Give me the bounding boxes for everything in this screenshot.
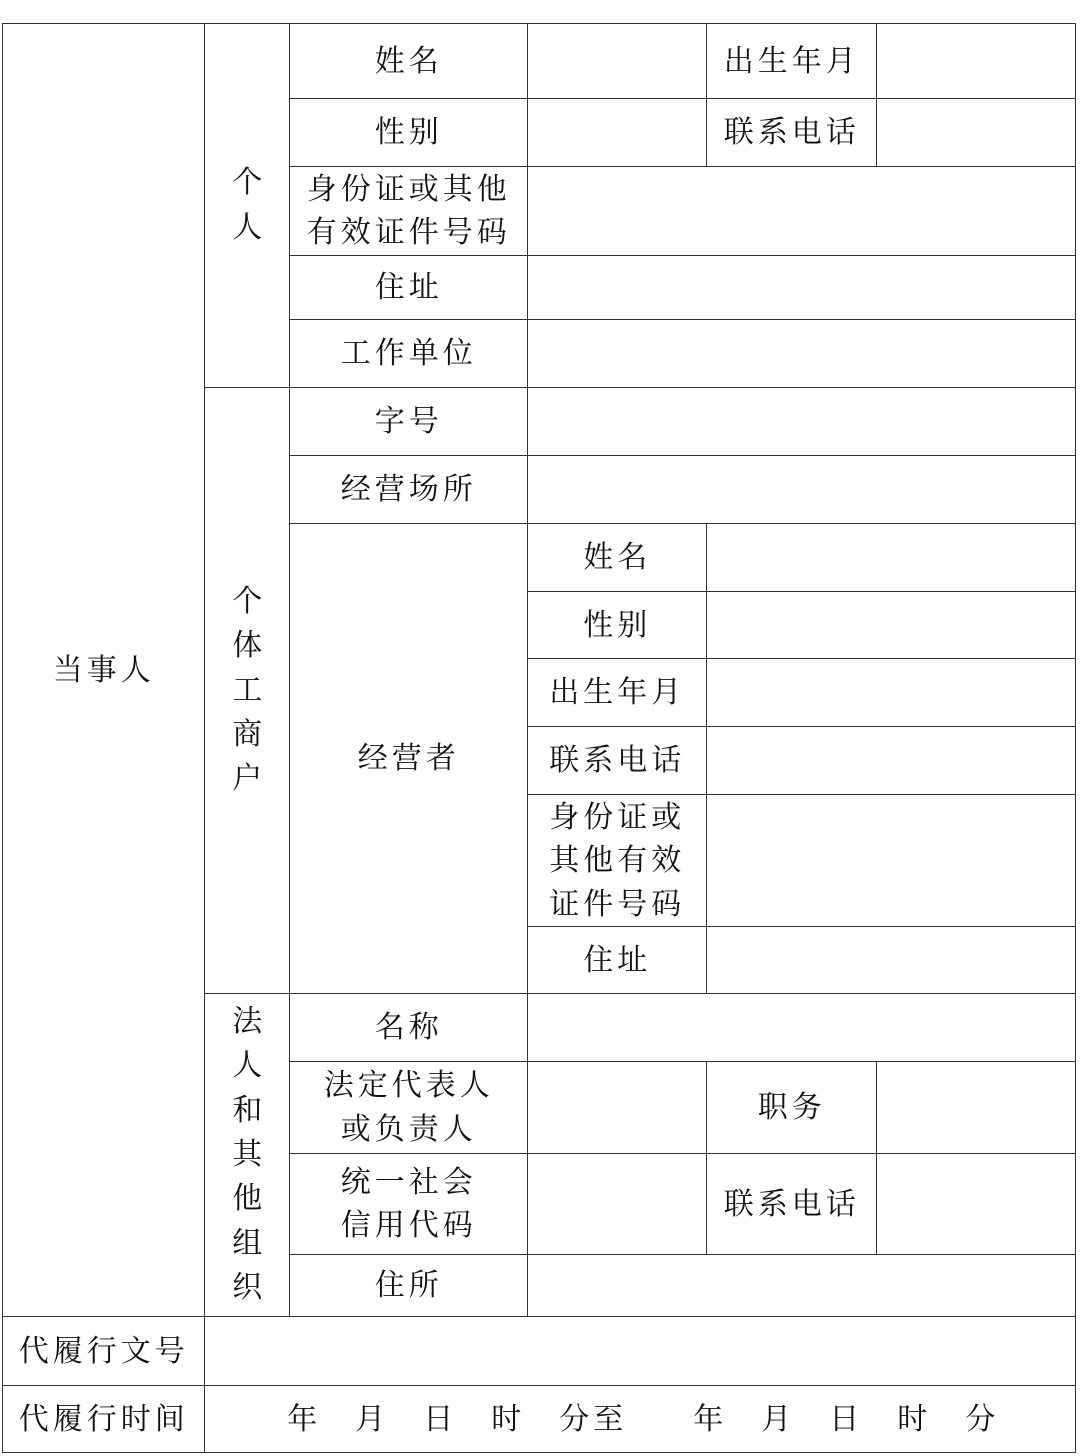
operator-id-value[interactable]	[706, 794, 1076, 927]
time-unit-day-end: 日	[829, 1401, 860, 1437]
time-unit-year-end: 年	[693, 1401, 724, 1437]
individual-name-label: 姓名	[289, 23, 528, 99]
org-position-label: 职务	[706, 1061, 877, 1154]
individual-name-value[interactable]	[527, 23, 707, 99]
org-name-value[interactable]	[527, 993, 1076, 1062]
party-header: 当事人	[2, 23, 205, 1317]
individual-address-value[interactable]	[527, 255, 1076, 320]
individual-gender-value[interactable]	[527, 98, 707, 167]
doc-number-value[interactable]	[204, 1316, 1076, 1386]
operator-address-value[interactable]	[706, 926, 1076, 994]
org-name-label: 名称	[289, 993, 528, 1062]
org-section-header: 法 人 和 其 他 组 织	[204, 993, 290, 1317]
time-unit-hour-end: 时	[897, 1401, 928, 1437]
individual-id-label: 身份证或其他 有效证件号码	[289, 166, 528, 256]
individual-phone-label: 联系电话	[706, 98, 877, 167]
org-phone-label: 联系电话	[706, 1153, 877, 1255]
time-label: 代履行时间	[2, 1385, 205, 1453]
time-value[interactable]	[204, 1385, 1076, 1453]
operator-birth-label: 出生年月	[527, 658, 707, 727]
org-rep-value[interactable]	[527, 1061, 707, 1154]
org-credit-code-label: 统一社会 信用代码	[289, 1153, 528, 1255]
operator-address-label: 住址	[527, 926, 707, 994]
operator-id-label: 身份证或 其他有效 证件号码	[527, 794, 707, 927]
business-premises-value[interactable]	[527, 455, 1076, 524]
operator-phone-label: 联系电话	[527, 726, 707, 795]
time-unit-minute-to: 分至	[559, 1401, 628, 1437]
operator-name-label: 姓名	[527, 523, 707, 592]
individual-phone-value[interactable]	[876, 98, 1076, 167]
operator-name-value[interactable]	[706, 523, 1076, 592]
time-unit-day-start: 日	[423, 1401, 454, 1437]
business-trade-name-value[interactable]	[527, 387, 1076, 456]
business-premises-label: 经营场所	[289, 455, 528, 524]
business-section-header: 个 体 工 商 户	[204, 387, 290, 994]
business-trade-name-label: 字号	[289, 387, 528, 456]
time-unit-month-start: 月	[355, 1401, 386, 1437]
org-credit-code-value[interactable]	[527, 1153, 707, 1255]
org-rep-label: 法定代表人 或负责人	[289, 1061, 528, 1154]
enforcement-form-table	[3, 24, 1077, 1454]
operator-gender-label: 性别	[527, 591, 707, 659]
time-unit-minute-end: 分	[965, 1401, 996, 1437]
org-phone-value[interactable]	[876, 1153, 1076, 1255]
individual-section-header: 个 人	[204, 23, 290, 388]
individual-birth-value[interactable]	[876, 23, 1076, 99]
individual-employer-label: 工作单位	[289, 319, 528, 388]
org-position-value[interactable]	[876, 1061, 1076, 1154]
time-unit-hour-start: 时	[491, 1401, 522, 1437]
org-domicile-value[interactable]	[527, 1254, 1076, 1317]
individual-birth-label: 出生年月	[706, 23, 877, 99]
org-domicile-label: 住所	[289, 1254, 528, 1317]
operator-birth-value[interactable]	[706, 658, 1076, 727]
time-unit-month-end: 月	[761, 1401, 792, 1437]
time-unit-year-start: 年	[287, 1401, 318, 1437]
individual-employer-value[interactable]	[527, 319, 1076, 388]
individual-address-label: 住址	[289, 255, 528, 320]
individual-id-value[interactable]	[527, 166, 1076, 256]
operator-phone-value[interactable]	[706, 726, 1076, 795]
operator-gender-value[interactable]	[706, 591, 1076, 659]
doc-number-label: 代履行文号	[2, 1316, 205, 1386]
individual-gender-label: 性别	[289, 98, 528, 167]
operator-header: 经营者	[289, 523, 528, 994]
